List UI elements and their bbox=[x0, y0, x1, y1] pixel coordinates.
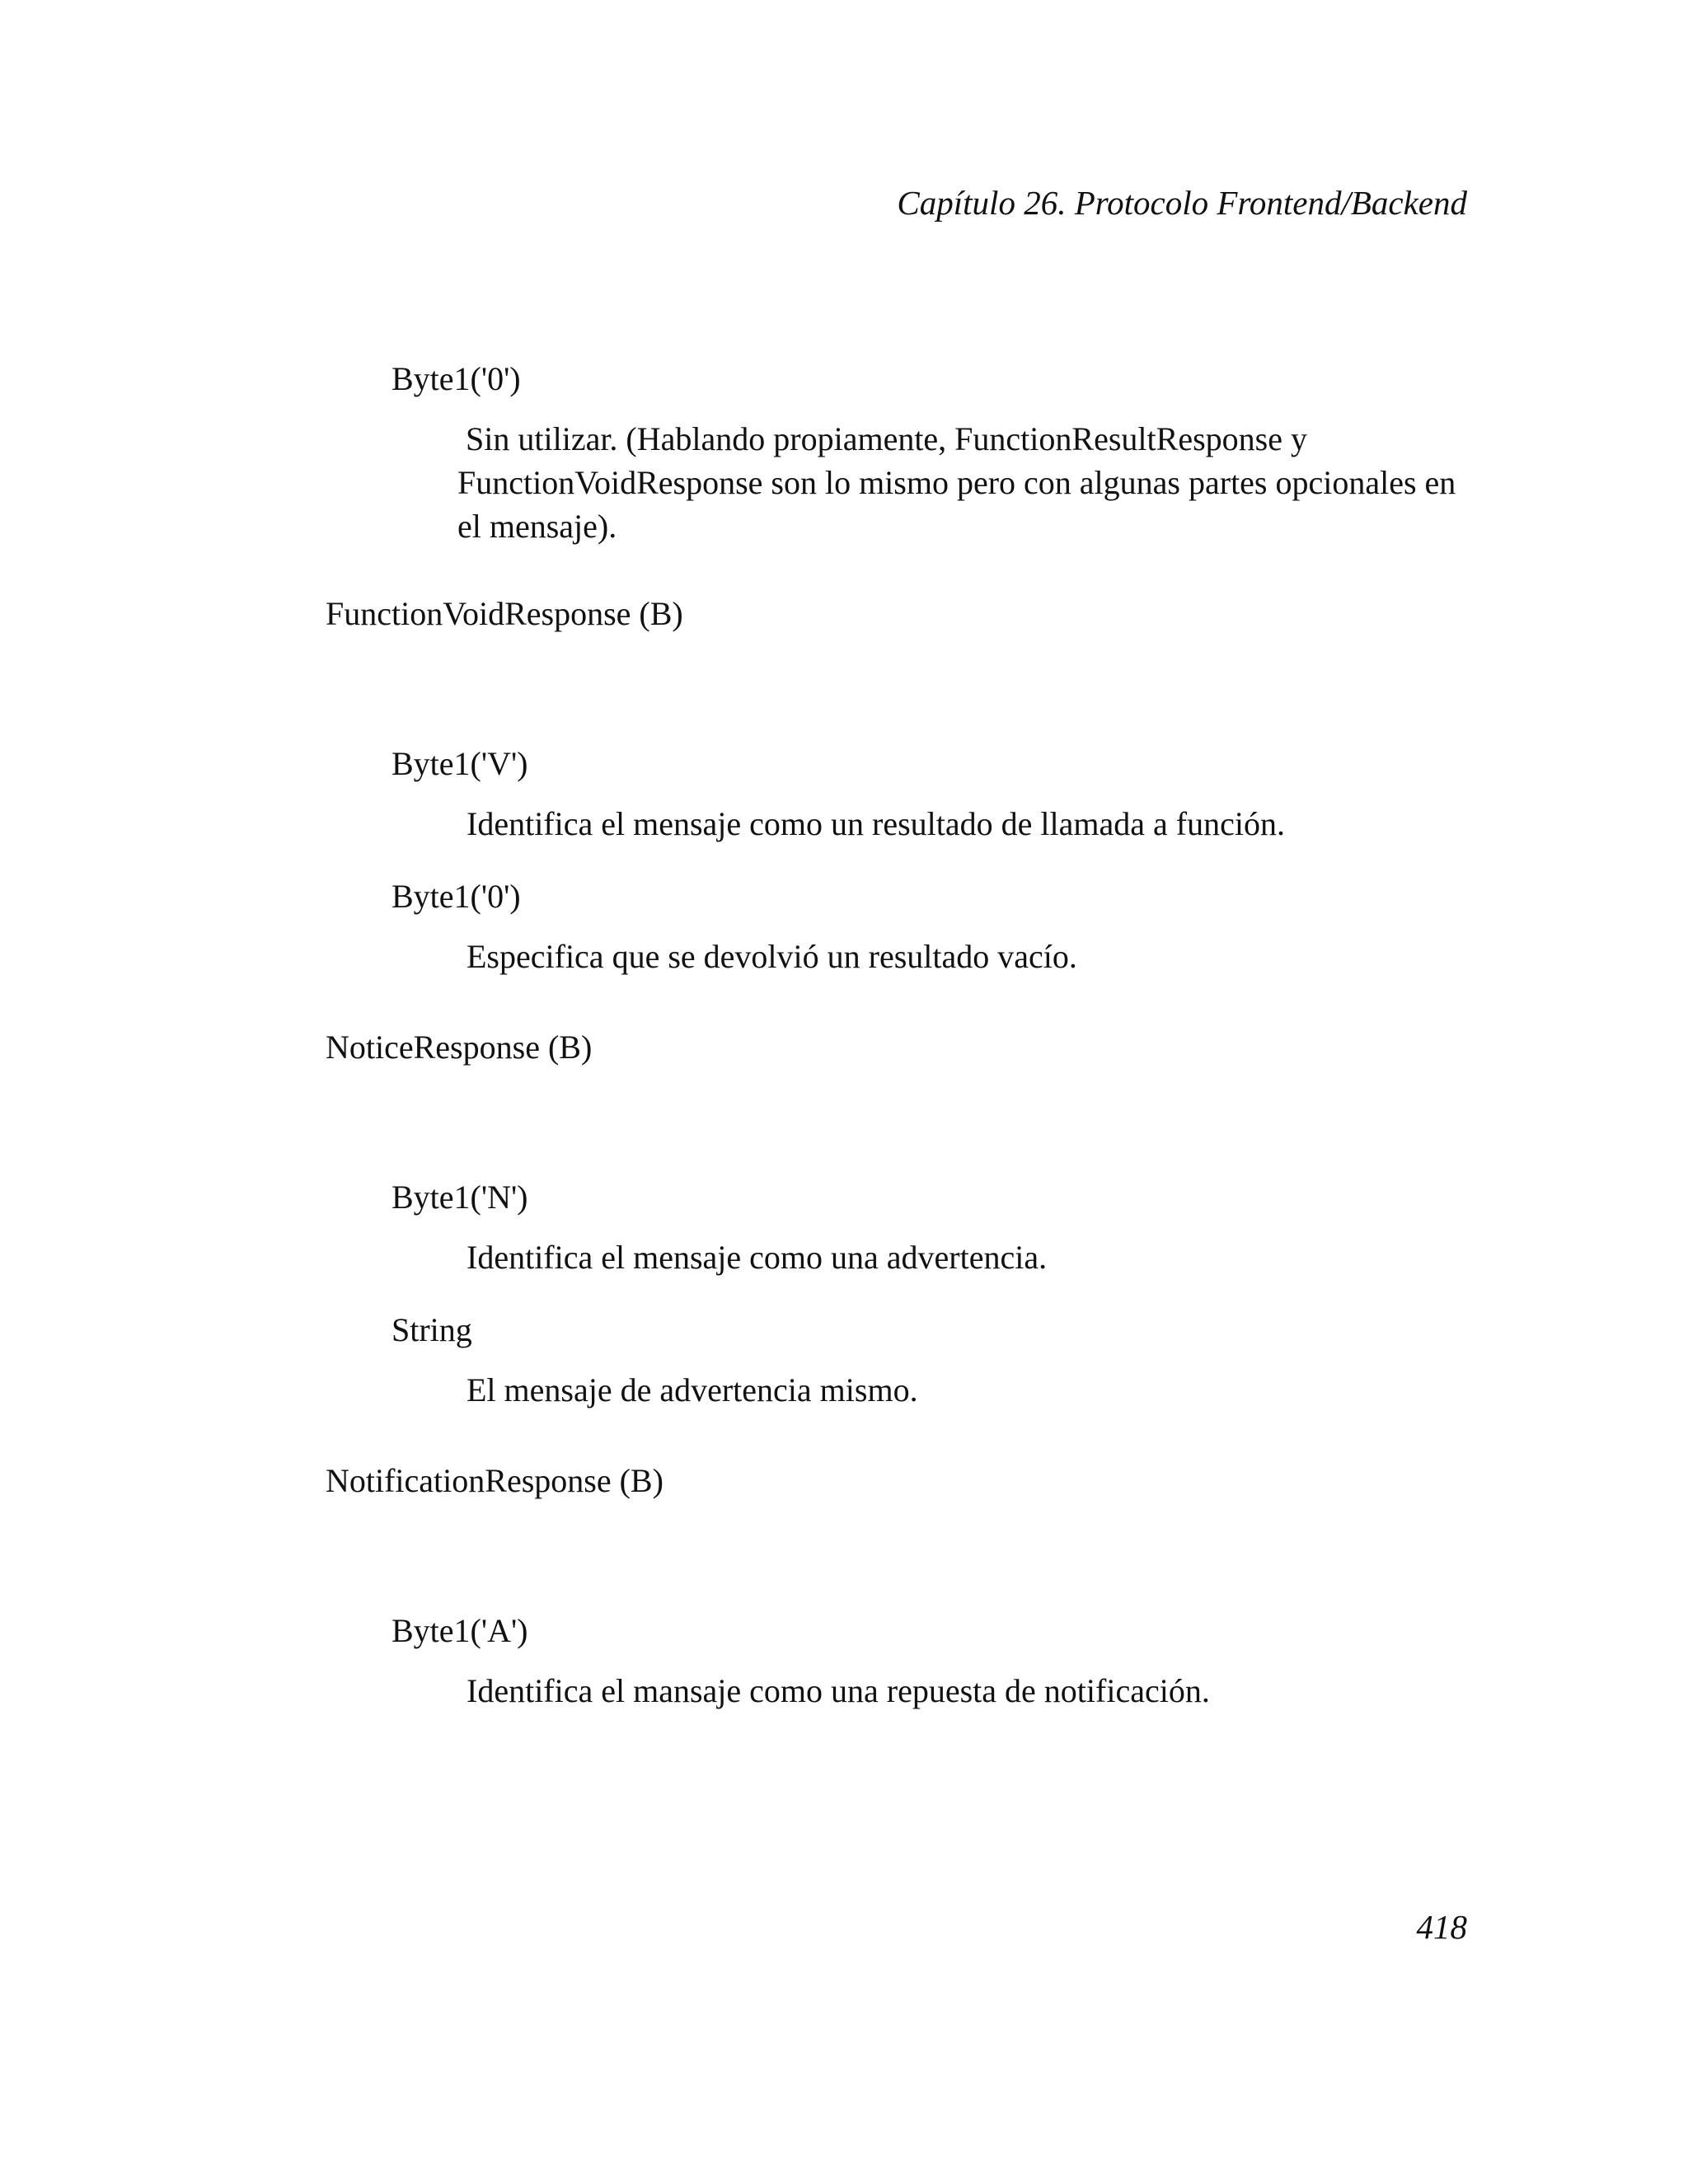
field-description: Identifica el mansaje como una repuesta de notificación. bbox=[467, 1672, 1210, 1709]
field-name: Byte1('V') bbox=[392, 745, 528, 782]
field-description: Especifica que se devolvió un resultado vacío. bbox=[467, 938, 1077, 975]
field-name: String bbox=[392, 1311, 472, 1348]
field-description: Identifica el mensaje como una advertencia. bbox=[467, 1239, 1048, 1276]
message-title: FunctionVoidResponse (B) bbox=[326, 595, 683, 632]
field-name: Byte1('N') bbox=[392, 1179, 528, 1216]
field-name: Byte1('0') bbox=[392, 878, 521, 915]
field-description: Sin utilizar. (Hablando propiamente, FunctionResultResponse y FunctionVoidResponse son lo mismo pero con algunas partes opcionales en el mensaje). bbox=[457, 420, 1456, 545]
message-title: NoticeResponse (B) bbox=[326, 1029, 593, 1066]
field-description: Identifica el mensaje como un resultado de llamada a función. bbox=[467, 805, 1285, 842]
message-title: NotificationResponse (B) bbox=[326, 1462, 663, 1499]
field-description: El mensaje de advertencia mismo. bbox=[467, 1371, 918, 1408]
field-name: Byte1('A') bbox=[392, 1612, 528, 1649]
field-name: Byte1('0') bbox=[392, 360, 521, 397]
page-number: 418 bbox=[1416, 1908, 1467, 1946]
running-header: Capítulo 26. Protocolo Frontend/Backend bbox=[897, 184, 1467, 222]
